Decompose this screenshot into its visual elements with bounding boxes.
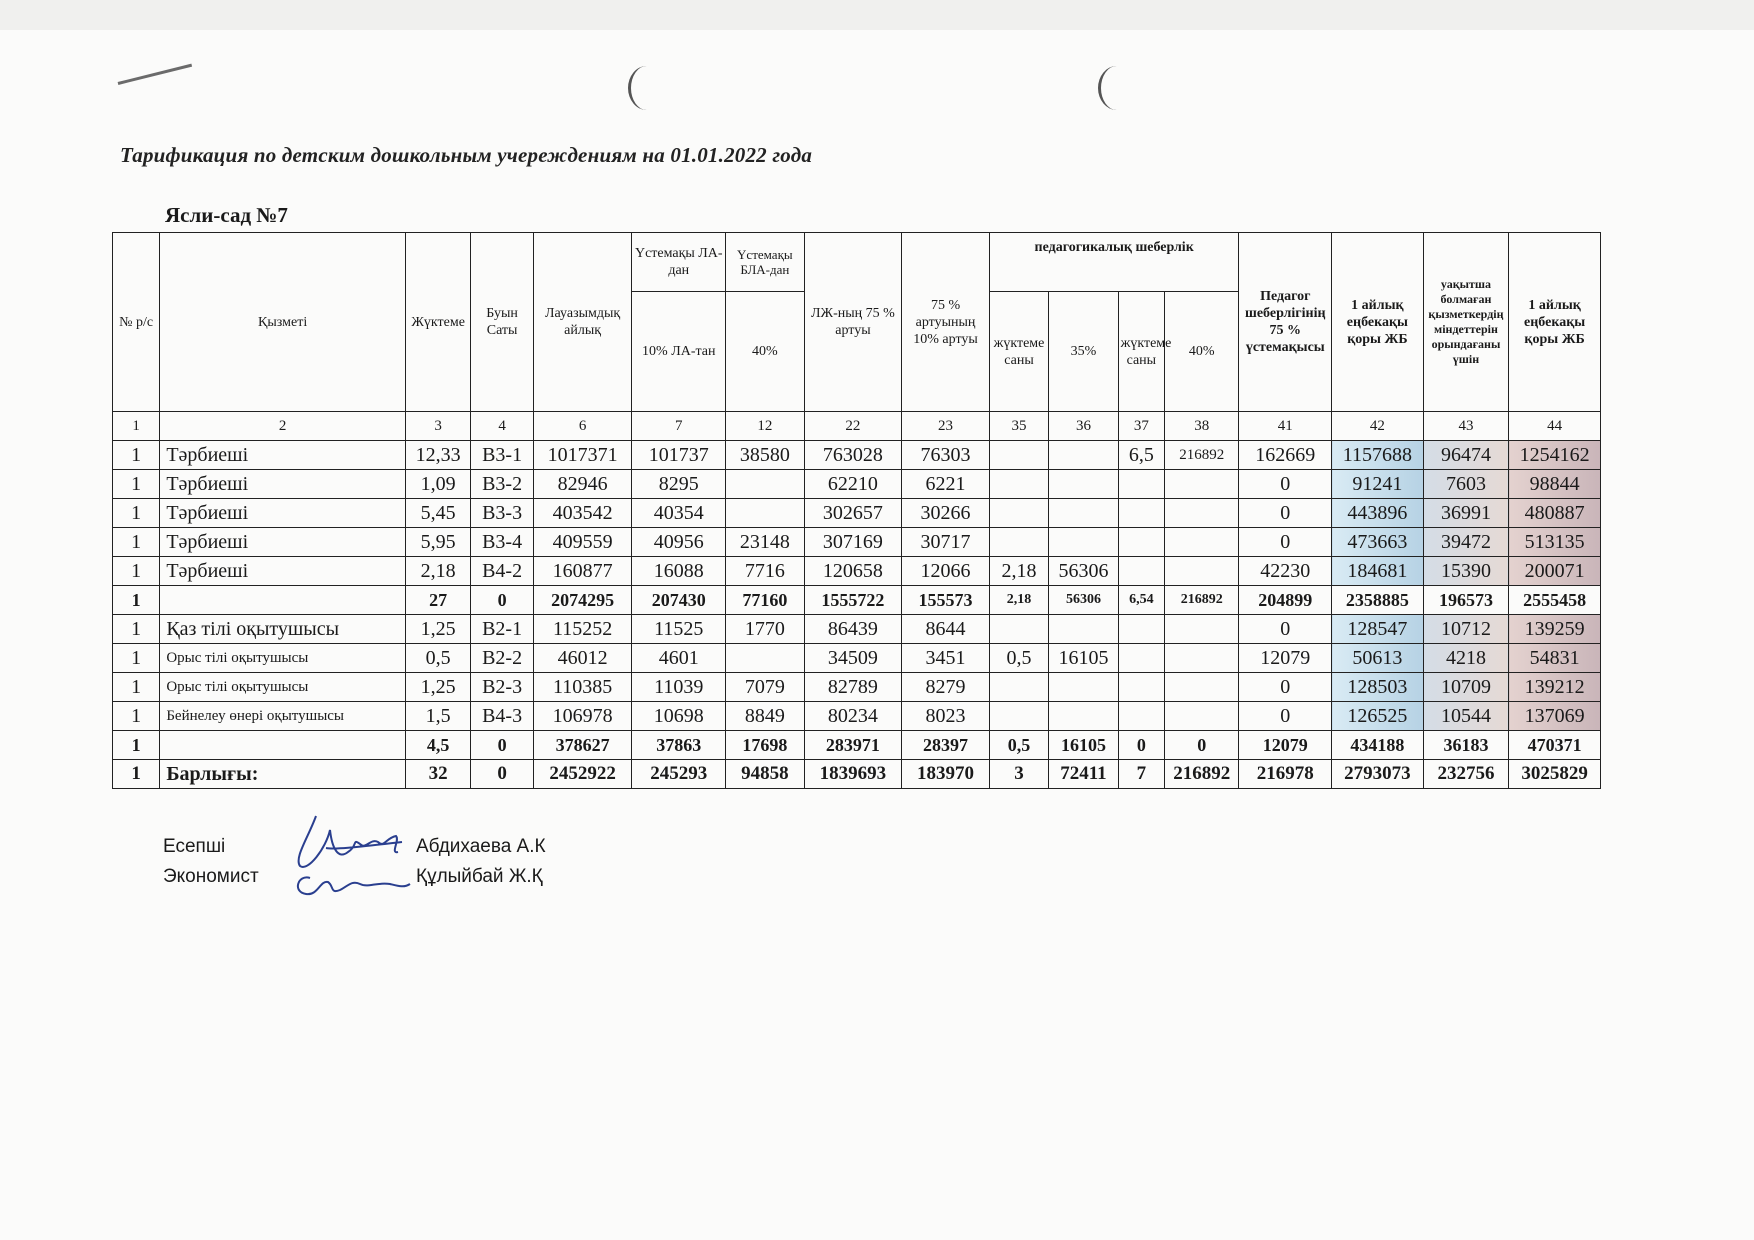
table-row <box>113 673 1601 702</box>
signature-name-accountant: Абдихаева А.К <box>416 836 546 857</box>
position-name-cell: Қаз тілі оқытушысы <box>160 615 406 644</box>
ped-35-cell: 16105 <box>1049 644 1118 673</box>
salary-cell: 46012 <box>533 644 632 673</box>
column-number: 12 <box>726 412 805 441</box>
load-cell: 12,33 <box>405 441 470 470</box>
ped-35-cell: 56306 <box>1049 586 1118 615</box>
grade-cell: В3-3 <box>471 499 533 528</box>
column-number: 42 <box>1332 412 1424 441</box>
table-row <box>113 470 1601 499</box>
position-name-cell <box>160 586 406 615</box>
grade-cell: В4-2 <box>471 557 533 586</box>
bonus-la-10-cell: 11525 <box>632 615 726 644</box>
document-title: Тарификация по детским дошкольным учереждениям на 01.01.2022 года <box>120 143 813 167</box>
ped-load-2-cell <box>1118 470 1164 499</box>
ped-35-cell: 56306 <box>1049 557 1118 586</box>
bonus-bla-40-cell: 38580 <box>726 441 805 470</box>
position-name-cell: Орыс тілі оқытушысы <box>160 673 406 702</box>
grade-cell: В3-1 <box>471 441 533 470</box>
ped-load-2-cell: 7 <box>1118 760 1164 789</box>
grade-cell: В3-2 <box>471 470 533 499</box>
header-salary: Лауазымдық айлық <box>533 233 632 412</box>
salary-cell: 409559 <box>533 528 632 557</box>
load-cell: 0,5 <box>405 644 470 673</box>
position-name-cell: Барлығы: <box>160 760 406 789</box>
ped-75-cell: 162669 <box>1239 441 1332 470</box>
column-number-row <box>113 412 1601 441</box>
table-row <box>113 644 1601 673</box>
monthly-fund-total-cell: 3025829 <box>1509 760 1601 789</box>
grade-cell: 0 <box>471 731 533 760</box>
bonus-bla-40-cell <box>726 499 805 528</box>
load-cell: 5,95 <box>405 528 470 557</box>
ped-load-2-cell <box>1118 702 1164 731</box>
punch-hole-left <box>628 66 665 110</box>
row-np-cell: 1 <box>113 499 160 528</box>
bonus-la-10-cell: 8295 <box>632 470 726 499</box>
header-fot2: 1 айлық еңбекақы қоры ЖБ <box>1509 233 1601 412</box>
ped-75-cell: 0 <box>1239 615 1332 644</box>
punch-hole-right <box>1098 66 1135 110</box>
column-number: 44 <box>1509 412 1601 441</box>
bonus-75-10-cell: 8644 <box>902 615 990 644</box>
salary-cell: 2074295 <box>533 586 632 615</box>
ped-load-2-cell <box>1118 528 1164 557</box>
grade-cell: В2-2 <box>471 644 533 673</box>
ped-load-1-cell: 0,5 <box>989 731 1048 760</box>
load-cell: 5,45 <box>405 499 470 528</box>
column-number: 23 <box>902 412 990 441</box>
scan-top-shade <box>0 0 1754 30</box>
row-np-cell: 1 <box>113 441 160 470</box>
column-number: 2 <box>160 412 406 441</box>
row-np-cell: 1 <box>113 615 160 644</box>
position-name-cell: Тәрбиеші <box>160 499 406 528</box>
bonus-bla-40-cell: 8849 <box>726 702 805 731</box>
column-number: 38 <box>1164 412 1239 441</box>
load-cell: 1,25 <box>405 615 470 644</box>
position-name-cell: Тәрбиеші <box>160 557 406 586</box>
lzh-75-cell: 86439 <box>804 615 902 644</box>
bonus-la-10-cell: 16088 <box>632 557 726 586</box>
bonus-la-10-cell: 11039 <box>632 673 726 702</box>
salary-cell: 110385 <box>533 673 632 702</box>
ped-75-cell: 0 <box>1239 702 1332 731</box>
bonus-bla-40-cell: 17698 <box>726 731 805 760</box>
lzh-75-cell: 34509 <box>804 644 902 673</box>
header-ped-load1: жүктеме саны <box>989 292 1048 412</box>
ped-75-cell: 12079 <box>1239 731 1332 760</box>
ped-75-cell: 0 <box>1239 528 1332 557</box>
bonus-75-10-cell: 6221 <box>902 470 990 499</box>
ped-40-cell <box>1164 470 1239 499</box>
lzh-75-cell: 763028 <box>804 441 902 470</box>
monthly-fund-total-cell: 98844 <box>1509 470 1601 499</box>
bonus-bla-40-cell: 7079 <box>726 673 805 702</box>
bonus-la-10-cell: 10698 <box>632 702 726 731</box>
row-np-cell: 1 <box>113 760 160 789</box>
bonus-la-10-cell: 4601 <box>632 644 726 673</box>
absent-duty-cell: 36991 <box>1423 499 1509 528</box>
header-np: № р/с <box>113 233 160 412</box>
header-row-top <box>113 233 1601 292</box>
header-absent: уақытша болмаған қызметкердің міндеттерін орындағаны үшін <box>1423 233 1509 412</box>
column-number: 35 <box>989 412 1048 441</box>
monthly-fund-cell: 128503 <box>1332 673 1424 702</box>
bonus-la-10-cell: 37863 <box>632 731 726 760</box>
header-load: Жүктеме <box>405 233 470 412</box>
load-cell: 27 <box>405 586 470 615</box>
header-ped-load2: жүктеме саны <box>1118 292 1164 412</box>
ped-40-cell: 0 <box>1164 731 1239 760</box>
header-grade: Буын Саты <box>471 233 533 412</box>
ped-40-cell: 216892 <box>1164 441 1239 470</box>
bonus-bla-40-cell <box>726 644 805 673</box>
row-np-cell: 1 <box>113 673 160 702</box>
lzh-75-cell: 82789 <box>804 673 902 702</box>
monthly-fund-total-cell: 2555458 <box>1509 586 1601 615</box>
grade-cell: В2-1 <box>471 615 533 644</box>
monthly-fund-cell: 1157688 <box>1332 441 1424 470</box>
ped-40-cell <box>1164 557 1239 586</box>
salary-cell: 2452922 <box>533 760 632 789</box>
lzh-75-cell: 307169 <box>804 528 902 557</box>
ped-40-cell <box>1164 702 1239 731</box>
bonus-la-10-cell: 40956 <box>632 528 726 557</box>
signature-role-economist: Экономист <box>163 866 259 887</box>
ped-75-cell: 12079 <box>1239 644 1332 673</box>
column-number: 3 <box>405 412 470 441</box>
ped-load-1-cell: 3 <box>989 760 1048 789</box>
absent-duty-cell: 39472 <box>1423 528 1509 557</box>
tariff-table <box>112 232 1601 789</box>
monthly-fund-total-cell: 200071 <box>1509 557 1601 586</box>
monthly-fund-cell: 126525 <box>1332 702 1424 731</box>
table-row <box>113 441 1601 470</box>
bonus-75-10-cell: 76303 <box>902 441 990 470</box>
monthly-fund-total-cell: 1254162 <box>1509 441 1601 470</box>
column-number: 7 <box>632 412 726 441</box>
monthly-fund-total-cell: 137069 <box>1509 702 1601 731</box>
grade-cell: В2-3 <box>471 673 533 702</box>
position-name-cell: Тәрбиеші <box>160 470 406 499</box>
bonus-bla-40-cell: 7716 <box>726 557 805 586</box>
bonus-75-10-cell: 30266 <box>902 499 990 528</box>
ped-load-1-cell: 2,18 <box>989 586 1048 615</box>
header-10pct: 10% ЛА-тан <box>632 292 726 412</box>
ped-75-cell: 42230 <box>1239 557 1332 586</box>
ped-75-cell: 0 <box>1239 673 1332 702</box>
signature-name-economist: Құлыйбай Ж.Қ <box>416 866 543 887</box>
ped-40-cell: 216892 <box>1164 586 1239 615</box>
ped-35-cell <box>1049 441 1118 470</box>
load-cell: 2,18 <box>405 557 470 586</box>
monthly-fund-cell: 2793073 <box>1332 760 1424 789</box>
bonus-bla-40-cell: 1770 <box>726 615 805 644</box>
ped-load-2-cell: 6,5 <box>1118 441 1164 470</box>
absent-duty-cell: 96474 <box>1423 441 1509 470</box>
table-row <box>113 528 1601 557</box>
ped-75-cell: 0 <box>1239 499 1332 528</box>
bonus-75-10-cell: 8023 <box>902 702 990 731</box>
ped-35-cell <box>1049 528 1118 557</box>
lzh-75-cell: 80234 <box>804 702 902 731</box>
column-number: 6 <box>533 412 632 441</box>
ped-load-2-cell: 6,54 <box>1118 586 1164 615</box>
staple-mark <box>118 64 192 85</box>
bonus-la-10-cell: 245293 <box>632 760 726 789</box>
grade-cell: В3-4 <box>471 528 533 557</box>
bonus-75-10-cell: 183970 <box>902 760 990 789</box>
bonus-75-10-cell: 12066 <box>902 557 990 586</box>
monthly-fund-total-cell: 480887 <box>1509 499 1601 528</box>
header-lzh75: ЛЖ-ның 75 % артуы <box>804 233 902 412</box>
ped-75-cell: 0 <box>1239 470 1332 499</box>
bonus-bla-40-cell: 77160 <box>726 586 805 615</box>
column-number: 41 <box>1239 412 1332 441</box>
column-number: 36 <box>1049 412 1118 441</box>
ped-load-1-cell <box>989 615 1048 644</box>
ped-load-2-cell <box>1118 499 1164 528</box>
table-row <box>113 615 1601 644</box>
absent-duty-cell: 15390 <box>1423 557 1509 586</box>
row-np-cell: 1 <box>113 557 160 586</box>
ped-load-1-cell <box>989 702 1048 731</box>
salary-cell: 403542 <box>533 499 632 528</box>
absent-duty-cell: 10709 <box>1423 673 1509 702</box>
monthly-fund-cell: 128547 <box>1332 615 1424 644</box>
table-row <box>113 557 1601 586</box>
table-row <box>113 499 1601 528</box>
salary-cell: 115252 <box>533 615 632 644</box>
load-cell: 4,5 <box>405 731 470 760</box>
ped-load-1-cell: 2,18 <box>989 557 1048 586</box>
column-number: 22 <box>804 412 902 441</box>
ped-40-cell <box>1164 528 1239 557</box>
grade-cell: 0 <box>471 586 533 615</box>
column-number: 43 <box>1423 412 1509 441</box>
ped-40-cell <box>1164 499 1239 528</box>
absent-duty-cell: 7603 <box>1423 470 1509 499</box>
ped-load-1-cell <box>989 673 1048 702</box>
table-row <box>113 702 1601 731</box>
total-row <box>113 760 1601 789</box>
ped-load-2-cell <box>1118 615 1164 644</box>
lzh-75-cell: 120658 <box>804 557 902 586</box>
salary-cell: 378627 <box>533 731 632 760</box>
position-name-cell: Орыс тілі оқытушысы <box>160 644 406 673</box>
column-number: 37 <box>1118 412 1164 441</box>
ped-40-cell: 216892 <box>1164 760 1239 789</box>
bonus-bla-40-cell: 23148 <box>726 528 805 557</box>
ped-35-cell <box>1049 499 1118 528</box>
absent-duty-cell: 10544 <box>1423 702 1509 731</box>
absent-duty-cell: 4218 <box>1423 644 1509 673</box>
bonus-la-10-cell: 101737 <box>632 441 726 470</box>
ped-35-cell <box>1049 615 1118 644</box>
monthly-fund-total-cell: 513135 <box>1509 528 1601 557</box>
bonus-75-10-cell: 8279 <box>902 673 990 702</box>
absent-duty-cell: 10712 <box>1423 615 1509 644</box>
lzh-75-cell: 1555722 <box>804 586 902 615</box>
header-fot1: 1 айлық еңбекақы қоры ЖБ <box>1332 233 1424 412</box>
monthly-fund-cell: 434188 <box>1332 731 1424 760</box>
monthly-fund-cell: 91241 <box>1332 470 1424 499</box>
bonus-75-10-cell: 30717 <box>902 528 990 557</box>
row-np-cell: 1 <box>113 702 160 731</box>
document-subtitle: Ясли-сад №7 <box>165 203 288 227</box>
grade-cell: 0 <box>471 760 533 789</box>
lzh-75-cell: 62210 <box>804 470 902 499</box>
ped-load-2-cell: 0 <box>1118 731 1164 760</box>
load-cell: 1,25 <box>405 673 470 702</box>
monthly-fund-cell: 2358885 <box>1332 586 1424 615</box>
salary-cell: 82946 <box>533 470 632 499</box>
monthly-fund-total-cell: 54831 <box>1509 644 1601 673</box>
monthly-fund-cell: 50613 <box>1332 644 1424 673</box>
row-np-cell: 1 <box>113 586 160 615</box>
header-35pct: 35% <box>1049 292 1118 412</box>
header-position: Қызметі <box>160 233 406 412</box>
header-ped75: Педагог шеберлігінің 75 % үстемақысы <box>1239 233 1332 412</box>
absent-duty-cell: 36183 <box>1423 731 1509 760</box>
ped-load-2-cell <box>1118 644 1164 673</box>
ped-35-cell <box>1049 470 1118 499</box>
ped-load-1-cell <box>989 441 1048 470</box>
monthly-fund-cell: 443896 <box>1332 499 1424 528</box>
column-number: 4 <box>471 412 533 441</box>
monthly-fund-total-cell: 139259 <box>1509 615 1601 644</box>
header-40pct: 40% <box>726 292 805 412</box>
bonus-la-10-cell: 40354 <box>632 499 726 528</box>
absent-duty-cell: 196573 <box>1423 586 1509 615</box>
monthly-fund-cell: 473663 <box>1332 528 1424 557</box>
row-np-cell: 1 <box>113 731 160 760</box>
bonus-bla-40-cell: 94858 <box>726 760 805 789</box>
header-ped-40pct: 40% <box>1164 292 1239 412</box>
salary-cell: 106978 <box>533 702 632 731</box>
ped-load-1-cell <box>989 528 1048 557</box>
header-75-10: 75 % артуының 10% артуы <box>902 233 990 412</box>
grade-cell: В4-3 <box>471 702 533 731</box>
monthly-fund-total-cell: 470371 <box>1509 731 1601 760</box>
bonus-75-10-cell: 155573 <box>902 586 990 615</box>
load-cell: 1,5 <box>405 702 470 731</box>
ped-35-cell: 72411 <box>1049 760 1118 789</box>
monthly-fund-cell: 184681 <box>1332 557 1424 586</box>
absent-duty-cell: 232756 <box>1423 760 1509 789</box>
load-cell: 1,09 <box>405 470 470 499</box>
position-name-cell: Тәрбиеші <box>160 441 406 470</box>
ped-35-cell <box>1049 702 1118 731</box>
ped-40-cell <box>1164 615 1239 644</box>
position-name-cell: Тәрбиеші <box>160 528 406 557</box>
header-group-ustemaky-la: Үстемақы ЛА-дан <box>632 233 726 292</box>
bonus-bla-40-cell <box>726 470 805 499</box>
row-np-cell: 1 <box>113 644 160 673</box>
row-np-cell: 1 <box>113 470 160 499</box>
ped-load-1-cell <box>989 470 1048 499</box>
load-cell: 32 <box>405 760 470 789</box>
subtotal-row <box>113 731 1601 760</box>
ped-40-cell <box>1164 673 1239 702</box>
lzh-75-cell: 1839693 <box>804 760 902 789</box>
subtotal-row <box>113 586 1601 615</box>
lzh-75-cell: 302657 <box>804 499 902 528</box>
ped-40-cell <box>1164 644 1239 673</box>
position-name-cell: Бейнелеу өнері оқытушысы <box>160 702 406 731</box>
row-np-cell: 1 <box>113 528 160 557</box>
column-number: 1 <box>113 412 160 441</box>
ped-load-1-cell <box>989 499 1048 528</box>
monthly-fund-total-cell: 139212 <box>1509 673 1601 702</box>
lzh-75-cell: 283971 <box>804 731 902 760</box>
ped-35-cell: 16105 <box>1049 731 1118 760</box>
ped-75-cell: 216978 <box>1239 760 1332 789</box>
table-body <box>113 412 1601 789</box>
bonus-la-10-cell: 207430 <box>632 586 726 615</box>
bonus-75-10-cell: 28397 <box>902 731 990 760</box>
handwritten-signature <box>286 808 416 900</box>
position-name-cell <box>160 731 406 760</box>
salary-cell: 160877 <box>533 557 632 586</box>
ped-load-2-cell <box>1118 557 1164 586</box>
bonus-75-10-cell: 3451 <box>902 644 990 673</box>
ped-75-cell: 204899 <box>1239 586 1332 615</box>
ped-load-1-cell: 0,5 <box>989 644 1048 673</box>
salary-cell: 1017371 <box>533 441 632 470</box>
header-group-ustemaky-bla: Үстемақы БЛА-дан <box>726 233 805 292</box>
header-group-ped: педагогикалық шеберлік <box>989 233 1239 292</box>
ped-load-2-cell <box>1118 673 1164 702</box>
ped-35-cell <box>1049 673 1118 702</box>
signature-role-accountant: Есепші <box>163 836 226 857</box>
